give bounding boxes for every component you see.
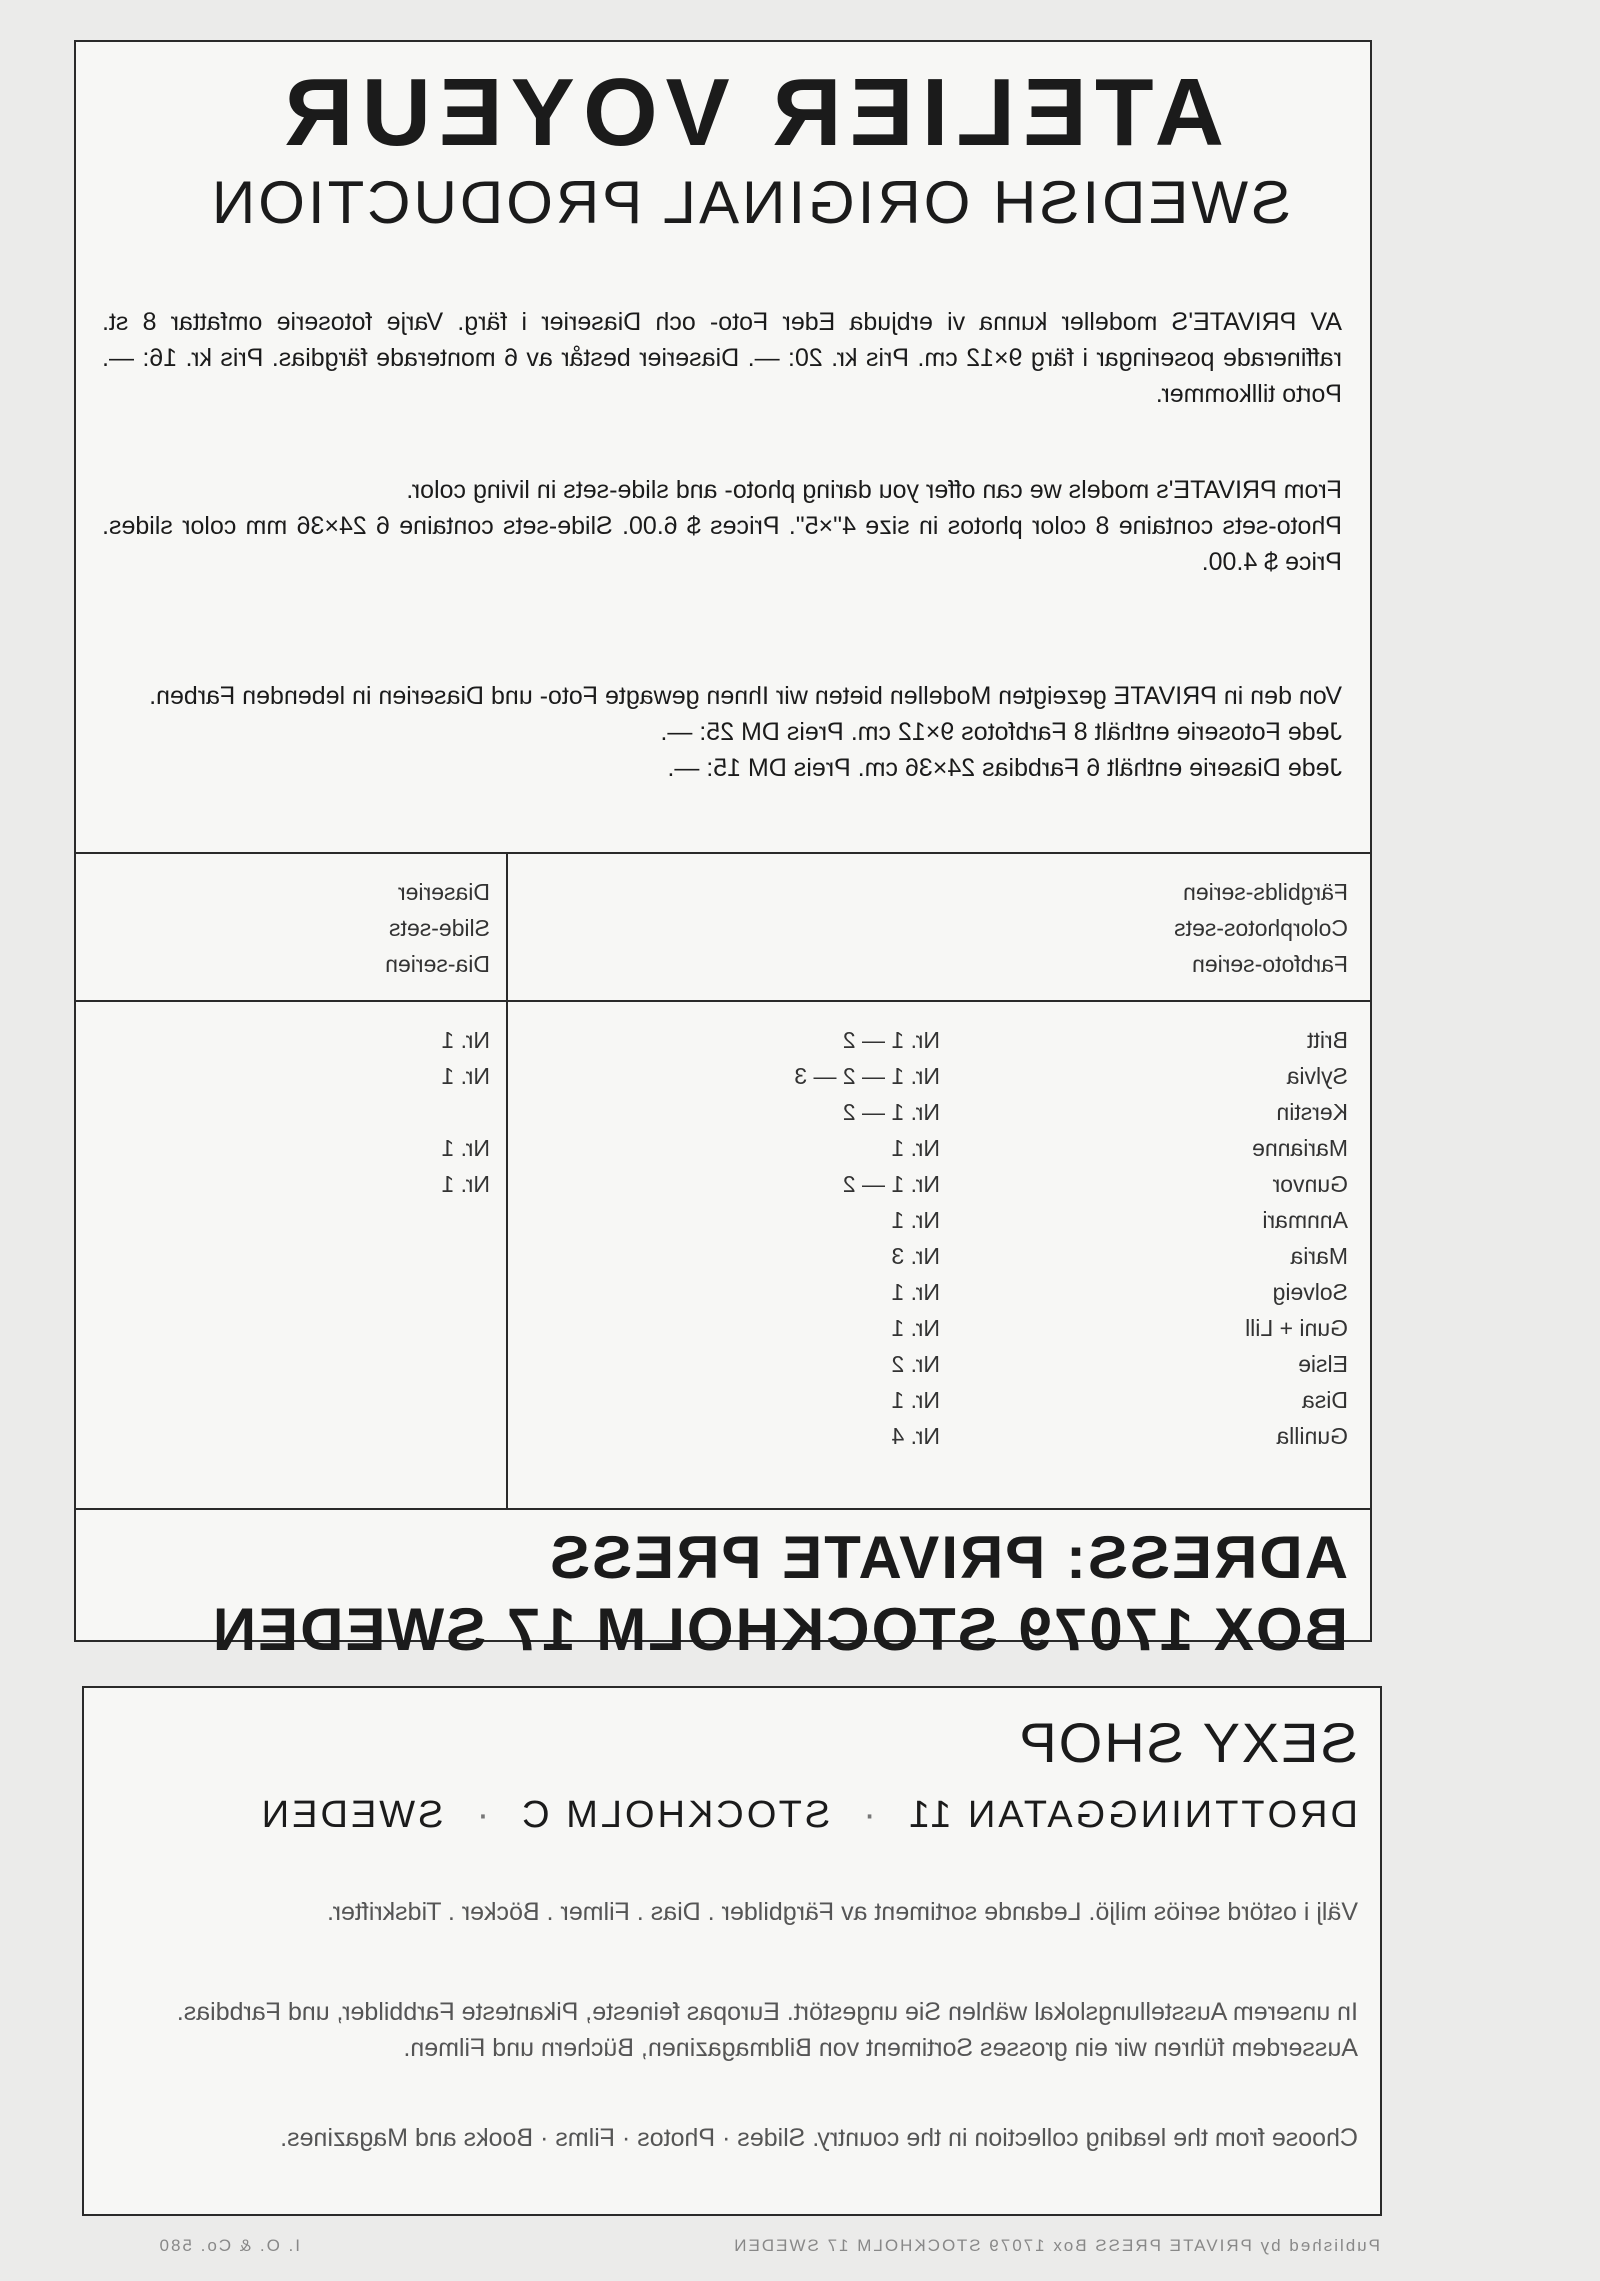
foto-series: Nr. 1 — 2 — 3	[794, 1063, 940, 1089]
foto-series: Nr. 1	[891, 1387, 940, 1413]
header-line: Slide-sets	[389, 915, 490, 941]
model-name: Elsie	[1298, 1351, 1348, 1377]
order-address	[108, 1522, 1348, 1666]
publisher-line: Published by PRIVATE PRESS Box 17079 STOCKHOLM 17 SWEDEN	[732, 2236, 1380, 2255]
divider	[76, 1508, 1370, 1510]
header-line: Färgbilds-serien	[1183, 879, 1348, 905]
shop-country: SWEDEN	[258, 1794, 444, 1836]
shop-english-text: Choose from the leading collection in the country. Slides · Photos · Films · Books and Magazines.	[280, 2124, 1358, 2152]
foto-series: Nr. 1	[891, 1207, 940, 1233]
model-name: Marianne	[1252, 1135, 1348, 1161]
model-name: Maria	[1290, 1243, 1348, 1269]
fotoserie-header	[1174, 874, 1348, 982]
shop-city: STOCKHOLM C	[519, 1794, 831, 1836]
shop-street: DROTTNINGGATAN 11	[905, 1794, 1358, 1836]
model-name: Britt	[1307, 1027, 1348, 1053]
shop-address	[108, 1794, 1358, 1837]
diaserie-header	[385, 874, 490, 982]
page-title: ATELIER VOYEUR	[276, 59, 1224, 166]
english-paragraph	[102, 472, 1342, 580]
column-divider	[506, 852, 508, 1508]
foto-series: Nr. 1 — 2	[842, 1099, 940, 1125]
header-line: Dia-serien	[385, 951, 490, 977]
english-text-1: From PRIVATE's models we can offer you daring photo- and slide-sets in living color.	[406, 476, 1342, 504]
divider	[76, 1000, 1370, 1002]
address-line-1: ADRESS: PRIVATE PRESS	[548, 1524, 1348, 1591]
model-name: Guni + Lill	[1245, 1315, 1348, 1341]
header-line: Diaserier	[397, 879, 490, 905]
model-name: Annmari	[1262, 1207, 1348, 1233]
header-line: Farbfoto-serien	[1192, 951, 1348, 977]
model-name: Sylvia	[1286, 1063, 1348, 1089]
foto-series: Nr. 3	[891, 1243, 940, 1269]
separator: ·	[860, 1794, 876, 1836]
model-name: Kerstin	[1276, 1099, 1348, 1125]
shop-title: SEXY SHOP	[1017, 1711, 1358, 1774]
divider	[76, 852, 1370, 854]
foto-series: Nr. 1 — 2	[842, 1027, 940, 1053]
english-text-2: Photo-sets containe 8 color photos in size 4"×5". Prices $ 6.00. Slide-sets containe 6 24×36 mm color slides. Price $ 4.00.	[102, 512, 1342, 576]
dia-series: Nr. 1	[441, 1063, 490, 1089]
model-name: Disa	[1301, 1387, 1348, 1413]
german-paragraph	[102, 678, 1342, 786]
model-name: Solveig	[1272, 1279, 1348, 1305]
model-name: Gunvor	[1272, 1171, 1348, 1197]
header-line: Colorphotos-sets	[1174, 915, 1348, 941]
german-text-3: Jede Diaserie enthält 6 Farbdias 24×36 cm. Preis DM 15: —.	[667, 754, 1342, 782]
foto-series: Nr. 4	[891, 1423, 940, 1449]
address-line-2: BOX 17079 STOCKHOLM 17 SWEDEN	[210, 1596, 1348, 1663]
dia-series: Nr. 1	[441, 1027, 490, 1053]
dia-series: Nr. 1	[441, 1135, 490, 1161]
separator: ·	[473, 1794, 490, 1836]
foto-series: Nr. 1 — 2	[842, 1171, 940, 1197]
sexy-shop-panel	[82, 1686, 1382, 2216]
foto-series: Nr. 2	[891, 1351, 940, 1377]
german-text-2: Jede Fotoserie enthält 8 Farbfotos 9×12 cm. Preis DM 25: —.	[660, 718, 1342, 746]
swedish-text: AV PRIVATE'S modeller kunna vi erbjuda Eder Foto- och Diaserier i färg. Varje fotoserie omfattar 8 st. raffinerade poseringar i färg 9×12 cm. Pris kr. 20: —. Diaserier består av 6 monterade färgdias. Pris kr. 16: —. Porto tillkommer.	[102, 308, 1342, 408]
model-name: Gunilla	[1276, 1423, 1348, 1449]
shop-german-text: In unserem Ausstellungslokal wählen Sie ungestört. Europas feineste, Pikanteste Farbbilder, und Farbdias. Ausserdem führen wir ein grosses Sortiment von Bildmagazinen, Büchern und Filmen.	[176, 1998, 1358, 2062]
atelier-voyeur-panel	[74, 40, 1372, 1663]
page-subtitle: SWEDISH ORIGINAL PRODUCTION	[208, 169, 1292, 236]
foto-series: Nr. 1	[891, 1315, 940, 1341]
dia-series: Nr. 1	[441, 1171, 490, 1197]
foto-series: Nr. 1	[891, 1279, 940, 1305]
printer-code: I. O. & Co. 580	[157, 2236, 300, 2255]
foto-series: Nr. 1	[891, 1135, 940, 1161]
german-text-1: Von den in PRIVATE gezeigten Modellen bieten wir Ihnen gewagte Foto- und Diaserien in lebenden Farben.	[149, 682, 1342, 710]
shop-swedish-text: Välj i ostörd seriös miljö. Ledande sortiment av Färgbilder . Dias . Filmer . Böcker . Tidskrifter.	[327, 1898, 1358, 1926]
swedish-paragraph	[102, 304, 1342, 412]
